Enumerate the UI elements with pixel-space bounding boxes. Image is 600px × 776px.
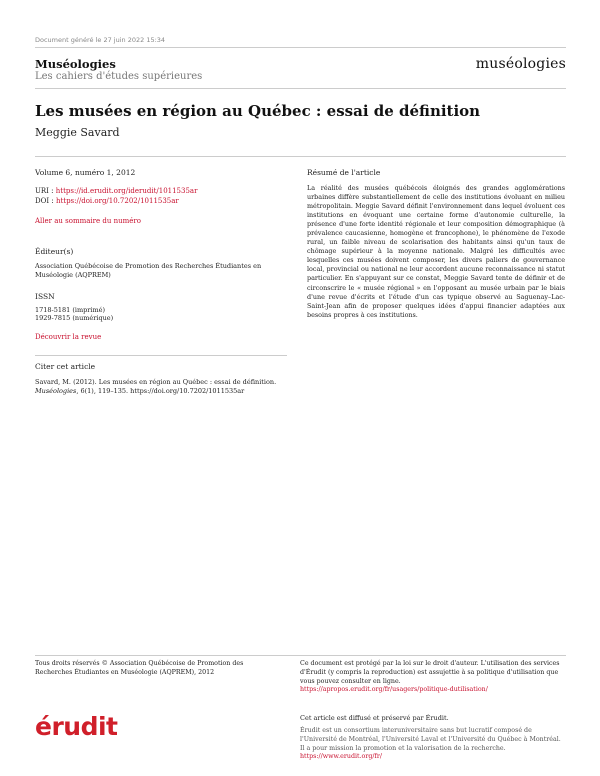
doi-line	[35, 197, 285, 206]
header-divider	[35, 88, 566, 89]
summary-link[interactable]: Aller au sommaire du numéro	[35, 217, 141, 225]
discover-link[interactable]: Découvrir la revue	[35, 333, 102, 341]
copyright-body: Ce document est protégé par la loi sur le droit d'auteur. L'utilisation des services d'Érudit (y compris la reproduction) est assujettie à sa politique d'utilisation que vous pouvez consulter en ligne.	[300, 660, 560, 685]
cite-divider	[35, 355, 287, 356]
journal-logo: muséologies	[475, 56, 566, 72]
doi-link[interactable]: https://doi.org/10.7202/1011535ar	[55, 197, 179, 205]
article-title: Les musées en région au Québec : essai de définition	[35, 102, 481, 120]
top-divider	[35, 47, 566, 48]
citation-journal: Muséologies	[35, 387, 77, 395]
journal-subtitle: Les cahiers d'études supérieures	[35, 71, 203, 82]
abstract-heading: Résumé de l'article	[307, 168, 381, 177]
publisher-name: Association Québécoise de Promotion des Recherches Étudiantes en Muséologie (AQPREM)	[35, 262, 262, 279]
rights-text: Tous droits réservés © Association Québécoise de Promotion des Recherches Étudiantes en Muséologie (AQPREM), 2012	[35, 660, 244, 676]
title-divider	[35, 156, 566, 157]
erudit-logo: érudit	[35, 712, 118, 741]
citation-line1: Savard, M. (2012). Les musées en région au Québec : essai de définition.	[35, 378, 277, 386]
policy-link[interactable]: https://apropos.erudit.org/fr/usagers/politique-dutilisation/	[300, 686, 488, 694]
uri-line	[35, 187, 285, 196]
cite-heading: Citer cet article	[35, 362, 96, 371]
volume-info: Volume 6, numéro 1, 2012	[35, 168, 136, 177]
publisher-heading: Éditeur(s)	[35, 247, 74, 256]
issn-digital: 1929-7815 (numérique)	[35, 314, 114, 322]
copyright-text	[300, 660, 560, 695]
journal-name: Muséologies	[35, 57, 116, 71]
consortium-body: Érudit est un consortium interuniversitaire sans but lucratif composé de l'Université de Montréal, l'Université Laval et l'Université du Québec à Montréal. Il a pour mission la promotion et la valorisation de la recherche.	[300, 727, 561, 752]
citation-rest: , 6(1), 119–135. https://doi.org/10.7202/1011535ar	[76, 387, 245, 395]
footer-divider	[35, 655, 566, 656]
abstract-text: La réalité des musées québécois éloignés des grandes agglomérations urbaines diffère substantiellement de celle des institutions évoluant en milieu métropolitain. Meggie Savard définit l'environnement dans lequel évoluent ces institutions en évoquant une certaine forme d'autonomie culturelle, la présence d'une forte identité régionale et leur composition démographique (à prévalence caucasienne, homogène et francophone), le phénomène de l'exode rural, un faible niveau de scolarisation des habitants ainsi qu'un taux de chômage supérieur à la moyenne nationale. Malgré les difficultés avec lesquelles ces musées doivent composer, les divers paliers de gouvernance local, provincial ou national ne leur accordent aucune reconnaissance ni statut particulier. En s'appuyant sur ce constat, Meggie Savard tente de définir et de circonscrire le « musée régional » en l'opposant au musée urbain par le biais d'une revue d'écrits et l'étude d'un cas typique observé au Saguenay–Lac-Saint-Jean afin de proposer quelques idées d'appui financier adaptées aux besoins propres à ces institutions.	[307, 184, 565, 319]
uri-link[interactable]: https://id.erudit.org/iderudit/1011535ar	[55, 187, 198, 195]
consortium-text	[300, 727, 562, 762]
uri-label: URI :	[35, 187, 56, 195]
article-author: Meggie Savard	[35, 126, 120, 139]
erudit-link[interactable]: https://www.erudit.org/fr/	[300, 753, 382, 761]
issn-heading: ISSN	[35, 292, 55, 301]
citation-line2	[35, 387, 290, 396]
generation-date: Document généré le 27 juin 2022 15:34	[35, 36, 166, 44]
doi-label: DOI :	[35, 197, 56, 205]
diffused-text: Cet article est diffusé et préservé par Érudit.	[300, 714, 449, 722]
issn-print: 1718-5181 (imprimé)	[35, 306, 106, 314]
